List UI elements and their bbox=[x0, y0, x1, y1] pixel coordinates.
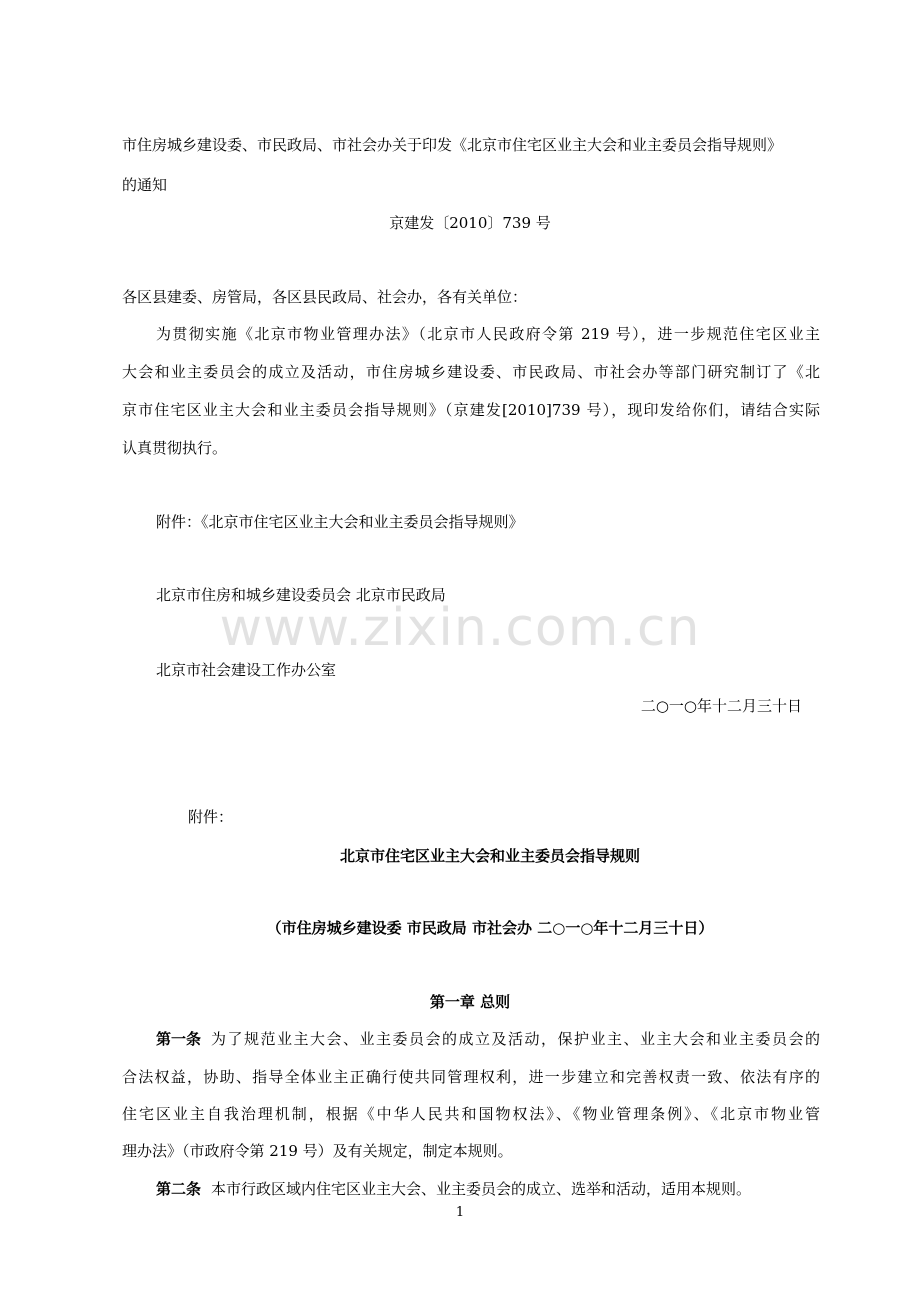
article1-label: 第一条 bbox=[156, 1030, 202, 1048]
attachment-reference: 附件：《北京市住宅区业主大会和业主委员会指导规则》 bbox=[156, 513, 524, 531]
notice-title-line1: 市住房城乡建设委、市民政局、市社会办关于印发《北京市住宅区业主大会和业主委员会指导规则》 bbox=[122, 136, 783, 154]
article2-label: 第二条 bbox=[156, 1180, 202, 1198]
notice-title-line2: 的通知 bbox=[122, 176, 168, 194]
notice-body-line: 认真贯彻执行。 bbox=[122, 439, 228, 457]
watermark-text: www.zixin.com.cn bbox=[219, 598, 701, 658]
notice-body-line: 大会和业主委员会的成立及活动，市住房城乡建设委、市民政局、市社会办等部门研究制订了《北 bbox=[122, 363, 820, 381]
notice-body-line: 京市住宅区业主大会和业主委员会指导规则》（京建发[2010]739 号），现印发给你们，请结合实际 bbox=[122, 401, 820, 419]
article-text-line: 住宅区业主自我治理机制，根据《中华人民共和国物权法》、《物业管理条例》、《北京市物业管 bbox=[122, 1105, 820, 1123]
article-text-line: 合法权益，协助、指导全体业主正确行使共同管理权利，进一步建立和完善权责一致、依法有序的 bbox=[122, 1068, 820, 1086]
article-text-line: 理办法》（市政府令第 219 号）及有关规定，制定本规则。 bbox=[122, 1142, 513, 1160]
notice-date: 二○一○年十二月三十日 bbox=[640, 697, 802, 715]
rules-title: 北京市住宅区业主大会和业主委员会指导规则 bbox=[339, 847, 640, 865]
attachment-label: 附件： bbox=[188, 808, 234, 826]
page-number: 1 bbox=[455, 1205, 465, 1220]
article-text-line: 为了规范业主大会、业主委员会的成立及活动，保护业主、业主大会和业主委员会的 bbox=[211, 1030, 820, 1048]
notice-body-line: 为贯彻实施《北京市物业管理办法》（北京市人民政府令第 219 号），进一步规范住宅区业主 bbox=[156, 325, 820, 343]
issuer-line1: 北京市住房和城乡建设委员会 北京市民政局 bbox=[156, 586, 446, 604]
document-number: 京建发〔2010〕739 号 bbox=[389, 214, 551, 232]
issuer-line2: 北京市社会建设工作办公室 bbox=[156, 661, 337, 679]
addressee: 各区县建委、房管局，各区县民政局、社会办，各有关单位： bbox=[122, 288, 528, 306]
chapter-heading: 第一章 总则 bbox=[429, 993, 511, 1011]
article2-text: 本市行政区域内住宅区业主大会、业主委员会的成立、选举和活动，适用本规则。 bbox=[211, 1180, 752, 1198]
rules-subtitle: （市住房城乡建设委 市民政局 市社会办 二○一○年十二月三十日） bbox=[266, 919, 714, 937]
